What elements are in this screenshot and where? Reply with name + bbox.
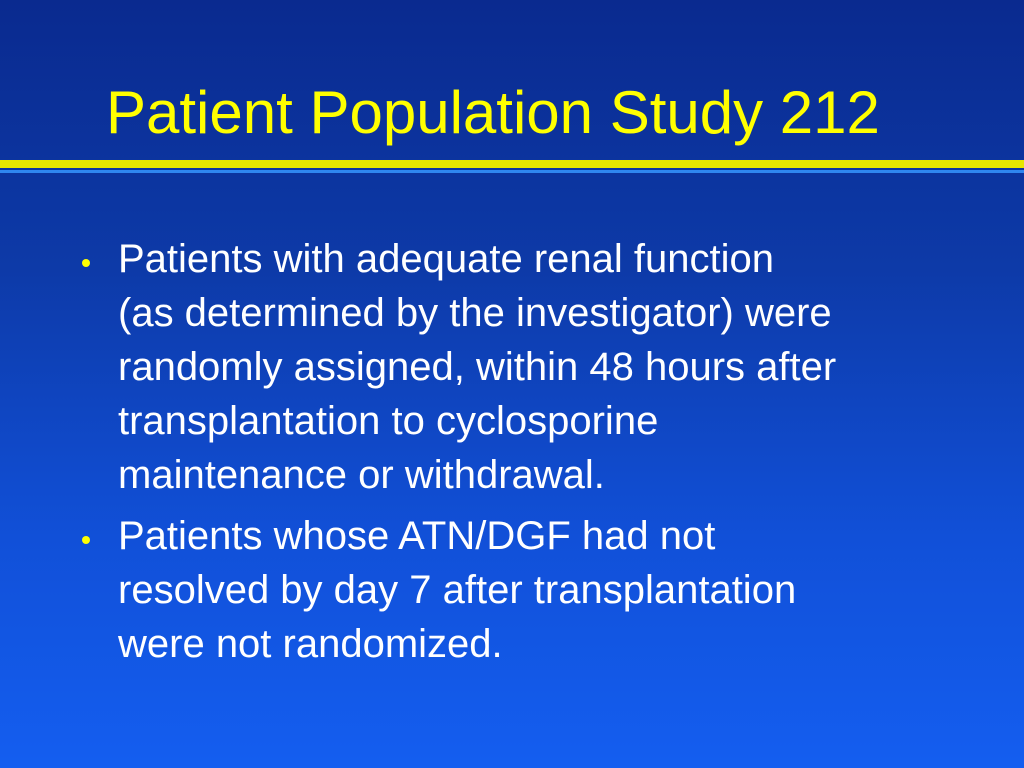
bullet-dot-icon (82, 536, 90, 544)
bullet-line: Patients with adequate renal function (118, 237, 774, 281)
title-divider (0, 160, 1024, 168)
bullet-line: transplantation to cyclosporine (118, 399, 659, 443)
slide-title: Patient Population Study 212 (106, 79, 880, 146)
bullet-line: randomly assigned, within 48 hours after (118, 345, 837, 389)
bullet-line: maintenance or withdrawal. (118, 453, 605, 497)
bullet-line: Patients whose ATN/DGF had not (118, 514, 716, 558)
bullet-item (80, 509, 980, 671)
bullet-text (118, 232, 980, 502)
bullet-line: were not randomized. (118, 622, 503, 666)
bullet-dot-icon (82, 259, 90, 267)
bullet-line: (as determined by the investigator) were (118, 291, 832, 335)
bullet-item (80, 232, 980, 502)
bullet-text (118, 509, 980, 671)
bullet-list (80, 232, 980, 678)
title-divider-accent (0, 170, 1024, 173)
bullet-line: resolved by day 7 after transplantation (118, 568, 797, 612)
